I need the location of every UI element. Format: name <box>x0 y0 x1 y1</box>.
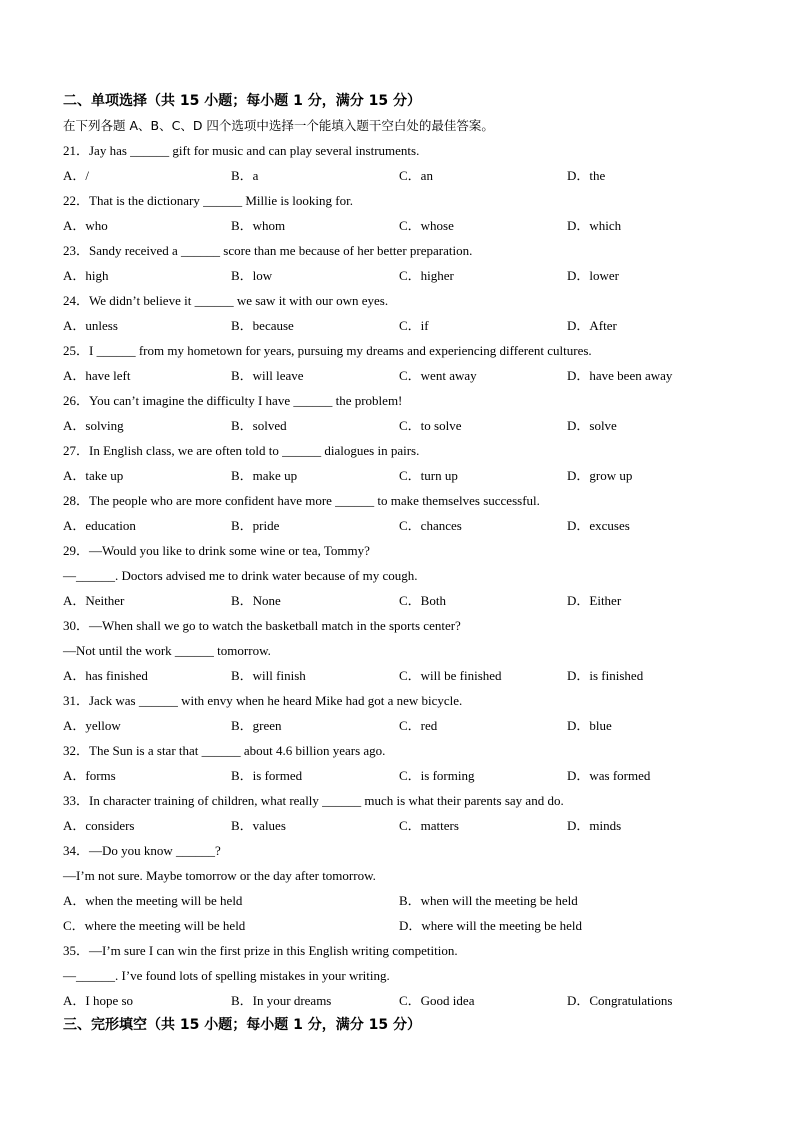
option-d[interactable]: D．solve <box>567 418 617 433</box>
section-2-instruction: 在下列各题 A、B、C、D 四个选项中选择一个能填入题干空白处的最佳答案。 <box>63 118 494 133</box>
options-row <box>63 513 753 538</box>
options-row <box>63 313 753 338</box>
question-reply: —______. Doctors advised me to drink water because of my cough. <box>63 568 418 583</box>
exam-page <box>63 89 753 1037</box>
option-c[interactable]: C．Both <box>399 593 446 608</box>
question-22 <box>63 188 753 238</box>
option-d[interactable]: D．lower <box>567 268 619 283</box>
option-d[interactable]: D．is finished <box>567 668 644 683</box>
option-a[interactable]: A．forms <box>63 768 116 783</box>
option-d[interactable]: D．was formed <box>567 768 651 783</box>
option-c[interactable]: C．if <box>399 318 429 333</box>
option-b[interactable]: B．is formed <box>231 768 303 783</box>
question-35 <box>63 938 753 1013</box>
question-stem: 31．Jack was ______ with envy when he heard Mike had got a new bicycle. <box>63 693 463 708</box>
question-27 <box>63 438 753 488</box>
options-row <box>63 463 753 488</box>
option-b[interactable]: B．green <box>231 718 282 733</box>
options-row <box>63 813 753 838</box>
option-b[interactable]: B．whom <box>231 218 286 233</box>
option-b[interactable]: B．None <box>231 593 281 608</box>
option-a[interactable]: A．/ <box>63 168 90 183</box>
option-a[interactable]: A．education <box>63 518 136 533</box>
option-a[interactable]: A．high <box>63 268 109 283</box>
option-c[interactable]: C．red <box>399 718 438 733</box>
options-row <box>63 588 753 613</box>
options-row <box>63 988 753 1013</box>
option-d[interactable]: D．where will the meeting be held <box>399 918 583 933</box>
question-reply: —______. I’ve found lots of spelling mistakes in your writing. <box>63 968 390 983</box>
option-b[interactable]: B．a <box>231 168 259 183</box>
option-c[interactable]: C．will be finished <box>399 668 502 683</box>
question-30 <box>63 613 753 688</box>
options-row <box>63 213 753 238</box>
option-c[interactable]: C．higher <box>399 268 454 283</box>
question-stem: 23．Sandy received a ______ score than me because of her better preparation. <box>63 243 473 258</box>
options-row <box>63 888 753 913</box>
options-row <box>63 163 753 188</box>
option-c[interactable]: C．whose <box>399 218 454 233</box>
option-a[interactable]: A．yellow <box>63 718 121 733</box>
question-stem: 30．—When shall we go to watch the basketball match in the sports center? <box>63 618 461 633</box>
option-d[interactable]: D．excuses <box>567 518 630 533</box>
question-28 <box>63 488 753 538</box>
options-row <box>63 263 753 288</box>
option-d[interactable]: D．grow up <box>567 468 633 483</box>
option-d[interactable]: D．Either <box>567 593 622 608</box>
question-stem: 22．That is the dictionary ______ Millie is looking for. <box>63 193 353 208</box>
question-34 <box>63 838 753 938</box>
section-2-title: 二、单项选择（共 15 小题；每小题 1 分，满分 15 分） <box>63 93 421 109</box>
question-32 <box>63 738 753 788</box>
option-a[interactable]: A．when the meeting will be held <box>63 893 243 908</box>
option-a[interactable]: A．unless <box>63 318 118 333</box>
question-stem: 32．The Sun is a star that ______ about 4.6 billion years ago. <box>63 743 386 758</box>
question-33 <box>63 788 753 838</box>
options-row <box>63 763 753 788</box>
question-stem: 21．Jay has ______ gift for music and can play several instruments. <box>63 143 420 158</box>
option-c[interactable]: C．Good idea <box>399 993 475 1008</box>
option-c[interactable]: C．chances <box>399 518 462 533</box>
option-a[interactable]: A．considers <box>63 818 135 833</box>
question-stem: 33．In character training of children, what really ______ much is what their parents say and do. <box>63 793 564 808</box>
question-stem: 34．—Do you know ______? <box>63 843 221 858</box>
option-d[interactable]: D．the <box>567 168 606 183</box>
question-29 <box>63 538 753 613</box>
option-b[interactable]: B．make up <box>231 468 298 483</box>
option-b[interactable]: B．pride <box>231 518 280 533</box>
options-row <box>63 663 753 688</box>
option-a[interactable]: A．take up <box>63 468 124 483</box>
option-c[interactable]: C．matters <box>399 818 459 833</box>
option-a[interactable]: A．I hope so <box>63 993 134 1008</box>
question-stem: 35．—I’m sure I can win the first prize in this English writing competition. <box>63 943 458 958</box>
option-d[interactable]: D．which <box>567 218 622 233</box>
question-reply: —I’m not sure. Maybe tomorrow or the day after tomorrow. <box>63 868 376 883</box>
option-b[interactable]: B．because <box>231 318 294 333</box>
question-26 <box>63 388 753 438</box>
option-c[interactable]: C．turn up <box>399 468 458 483</box>
question-stem: 27．In English class, we are often told to ______ dialogues in pairs. <box>63 443 420 458</box>
option-b[interactable]: B．low <box>231 268 273 283</box>
options-row <box>63 713 753 738</box>
options-row <box>63 363 753 388</box>
option-a[interactable]: A．solving <box>63 418 124 433</box>
section-3-title: 三、完形填空（共 15 小题；每小题 1 分，满分 15 分） <box>63 1017 421 1033</box>
option-a[interactable]: A．Neither <box>63 593 125 608</box>
question-stem: 25．I ______ from my hometown for years, pursuing my dreams and experiencing different cultures. <box>63 343 592 358</box>
question-21 <box>63 138 753 188</box>
option-b[interactable]: B．values <box>231 818 286 833</box>
option-d[interactable]: D．blue <box>567 718 612 733</box>
question-stem: 26．You can’t imagine the difficulty I have ______ the problem! <box>63 393 403 408</box>
option-d[interactable]: D．After <box>567 318 617 333</box>
question-23 <box>63 238 753 288</box>
question-24 <box>63 288 753 338</box>
options-row <box>63 913 753 938</box>
option-b[interactable]: B．will finish <box>231 668 306 683</box>
option-b[interactable]: B．solved <box>231 418 287 433</box>
options-row <box>63 413 753 438</box>
option-a[interactable]: A．has finished <box>63 668 148 683</box>
option-d[interactable]: D．have been away <box>567 368 673 383</box>
option-c[interactable]: C．went away <box>399 368 477 383</box>
question-stem: 29．—Would you like to drink some wine or tea, Tommy? <box>63 543 370 558</box>
option-c[interactable]: C．where the meeting will be held <box>63 918 246 933</box>
option-a[interactable]: A．have left <box>63 368 131 383</box>
option-b[interactable]: B．will leave <box>231 368 304 383</box>
option-c[interactable]: C．is forming <box>399 768 475 783</box>
question-stem: 28．The people who are more confident have more ______ to make themselves successful. <box>63 493 540 508</box>
option-a[interactable]: A．who <box>63 218 108 233</box>
question-reply: —Not until the work ______ tomorrow. <box>63 643 271 658</box>
option-d[interactable]: D．Congratulations <box>567 993 673 1008</box>
option-c[interactable]: C．an <box>399 168 433 183</box>
question-stem: 24．We didn’t believe it ______ we saw it with our own eyes. <box>63 293 389 308</box>
option-b[interactable]: B．when will the meeting be held <box>399 893 578 908</box>
option-c[interactable]: C．to solve <box>399 418 462 433</box>
option-d[interactable]: D．minds <box>567 818 622 833</box>
question-31 <box>63 688 753 738</box>
option-b[interactable]: B．In your dreams <box>231 993 332 1008</box>
question-25 <box>63 338 753 388</box>
